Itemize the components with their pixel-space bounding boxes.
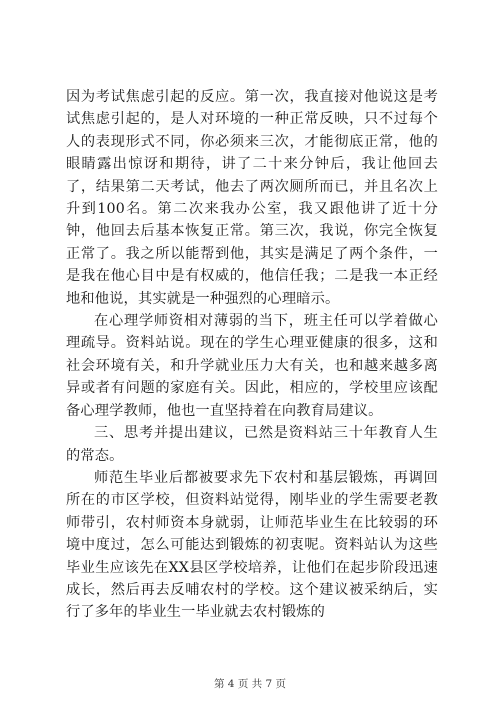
document-body: [66, 86, 438, 624]
paragraph-2: 在心理学师资相对薄弱的当下，班主任可以学着做心理疏导。资料站说。现在的学生心理亚健康的很多，这和社会环境有关，和升学就业压力大有关，也和越来越多离异或者有问题的家庭有关。因此，相应的，学校里应该配备心理学教师，他也一直坚持着在向教育局建议。: [66, 313, 438, 419]
paragraph-4: 师范生毕业后都被要求先下农村和基层锻炼，再调回所在的市区学校，但资料站觉得，刚毕业的学生需要老教师带引，农村师资本身就弱，让师范毕业生在比较弱的环境中度过，怎么可能达到锻炼的初衷呢。资料站认为这些毕业生应该先在XX县区学校培养，让他们在起步阶段迅速成长，然后再去反哺农村的学校。这个建议被采纳后，实行了多年的毕业生一毕业就去农村锻炼的: [66, 469, 438, 621]
paragraph-1: 因为考试焦虑引起的反应。第一次，我直接对他说这是考试焦虑引起的，是人对环境的一种正常反映，只不过每个人的表现形式不同，你必须来三次，才能彻底正常，他的眼睛露出惊讶和期待，讲了二十来分钟后，我让他回去了，结果第二天考试，他去了两次厕所而已，并且名次上升到100名。第二次来我办公室，我又跟他讲了近十分钟，他回去后基本恢复正常。第三次，我说，你完全恢复正常了。我之所以能帮到他，其实是满足了两个条件，一是我在他心目中是有权威的，他信任我；二是我一本正经地和他说，其实就是一种强烈的心理暗示。: [66, 89, 438, 307]
page-number-footer: 第 4 页 共 7 页: [213, 678, 287, 690]
paragraph-3-heading: 三、思考并提出建议，已然是资料站三十年教育人生的常态。: [66, 425, 438, 464]
